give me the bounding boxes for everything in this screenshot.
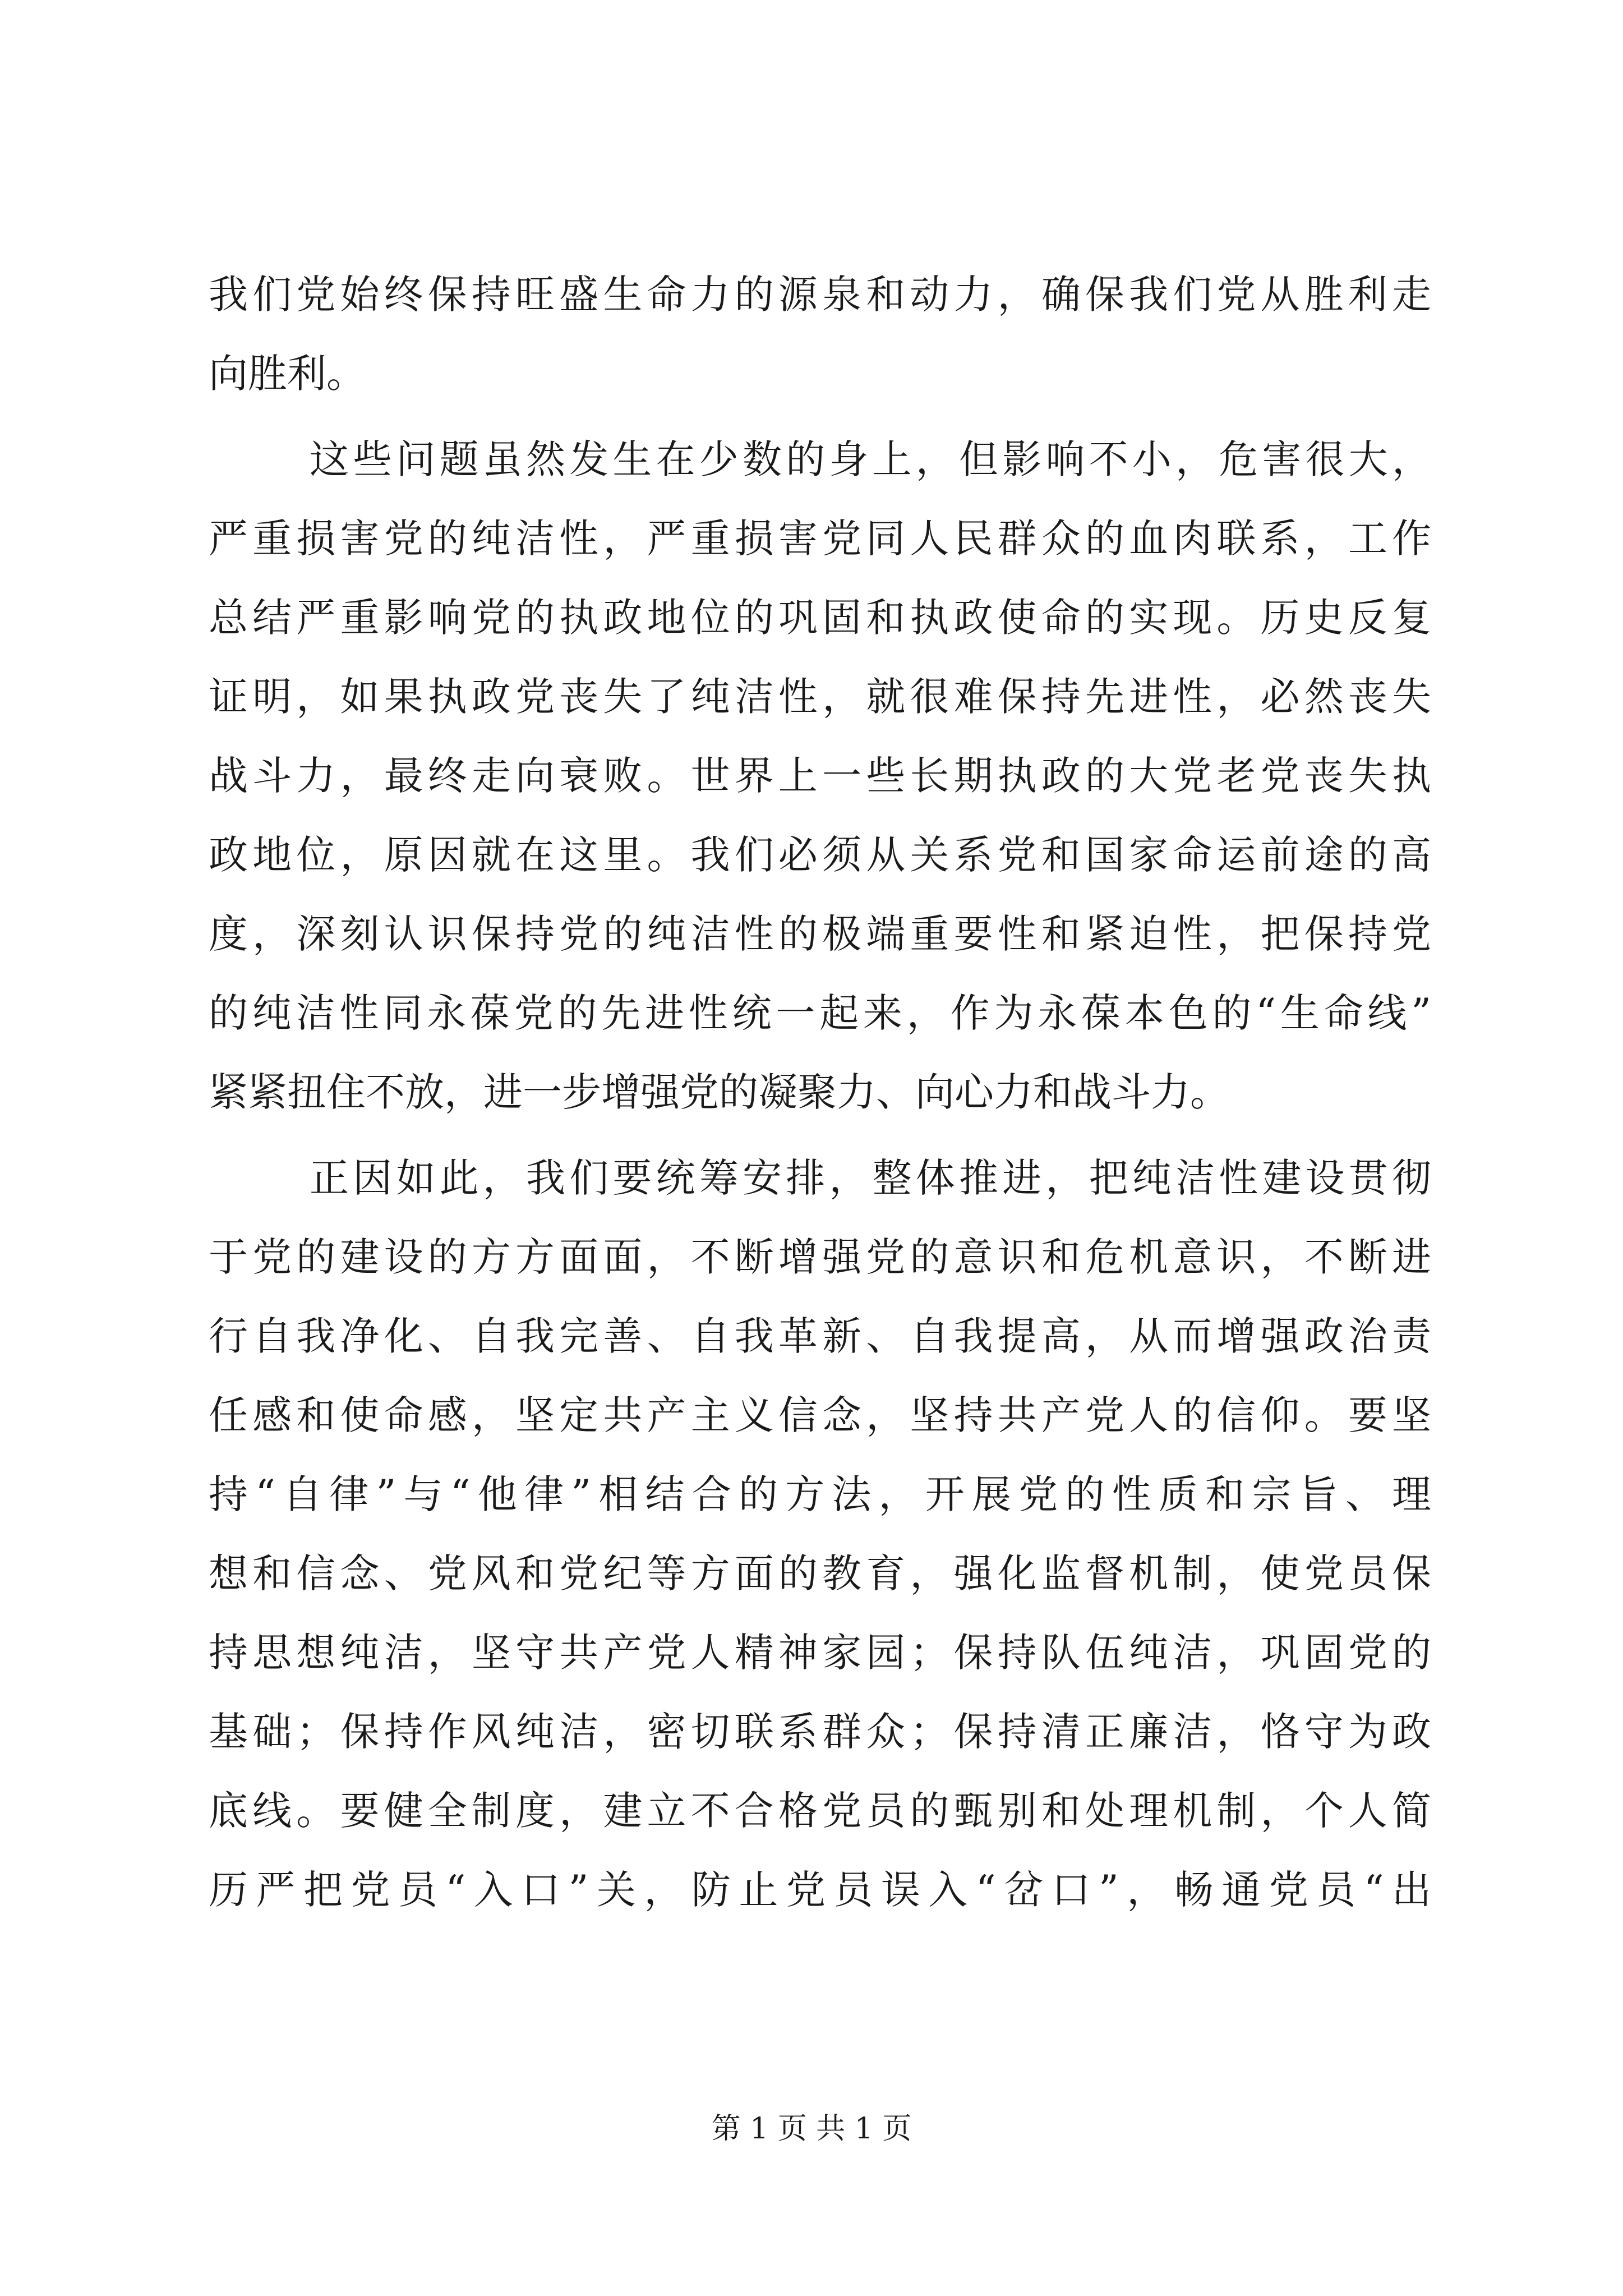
page-footer bbox=[0, 2112, 1623, 2146]
text-line: 证明，如果执政党丧失了纯洁性，就很难保持先进性，必然丧失 bbox=[209, 674, 1431, 720]
paragraph bbox=[209, 1139, 1431, 1930]
text-line: 紧紧扭住不放，进一步增强党的凝聚力、向心力和战斗力。 bbox=[209, 1069, 1229, 1115]
text-line: 的纯洁性同永葆党的先进性统一起来，作为永葆本色的“生命线” bbox=[209, 990, 1431, 1036]
text-line: 底线。要健全制度，建立不合格党员的甄别和处理机制，个人简 bbox=[209, 1788, 1431, 1834]
text-line: 于党的建设的方方面面，不断增强党的意识和危机意识，不断进 bbox=[209, 1234, 1431, 1280]
text-line: 向胜利。 bbox=[209, 351, 366, 397]
text-line: 想和信念、党风和党纪等方面的教育，强化监督机制，使党员保 bbox=[209, 1550, 1431, 1596]
text-line: 度，深刻认识保持党的纯洁性的极端重要性和紧迫性，把保持党 bbox=[209, 911, 1431, 957]
text-line: 基础；保持作风纯洁，密切联系群众；保持清正廉洁，恪守为政 bbox=[209, 1709, 1431, 1755]
paragraph bbox=[209, 255, 1431, 413]
text-line: 严重损害党的纯洁性，严重损害党同人民群众的血肉联系，工作 bbox=[209, 516, 1431, 562]
text-line: 战斗力，最终走向衰败。世界上一些长期执政的大党老党丧失执 bbox=[209, 753, 1431, 799]
text-line: 行自我净化、自我完善、自我革新、自我提高，从而增强政治责 bbox=[209, 1313, 1431, 1359]
text-line: 持思想纯洁，坚守共产党人精神家园；保持队伍纯洁，巩固党的 bbox=[209, 1630, 1431, 1676]
text-line: 历严把党员“入口”关，防止党员误入“岔口”，畅通党员“出 bbox=[209, 1867, 1431, 1913]
text-line: 政地位，原因就在这里。我们必须从关系党和国家命运前途的高 bbox=[209, 832, 1431, 878]
text-line: 任感和使命感，坚定共产主义信念，坚持共产党人的信仰。要坚 bbox=[209, 1392, 1431, 1438]
text-line: 总结严重影响党的执政地位的巩固和执政使命的实现。历史反复 bbox=[209, 595, 1431, 641]
paragraph bbox=[209, 420, 1431, 1132]
text-line: 我们党始终保持旺盛生命力的源泉和动力，确保我们党从胜利走 bbox=[209, 272, 1431, 318]
page-number: 第 1 页 共 1 页 bbox=[711, 2112, 912, 2146]
text-line: 正因如此，我们要统筹安排，整体推进，把纯洁性建设贯彻 bbox=[310, 1155, 1431, 1201]
text-line: 这些问题虽然发生在少数的身上，但影响不小，危害很大， bbox=[310, 436, 1431, 482]
text-line: 持“自律”与“他律”相结合的方法，开展党的性质和宗旨、理 bbox=[209, 1471, 1431, 1517]
document-body bbox=[209, 255, 1431, 1930]
